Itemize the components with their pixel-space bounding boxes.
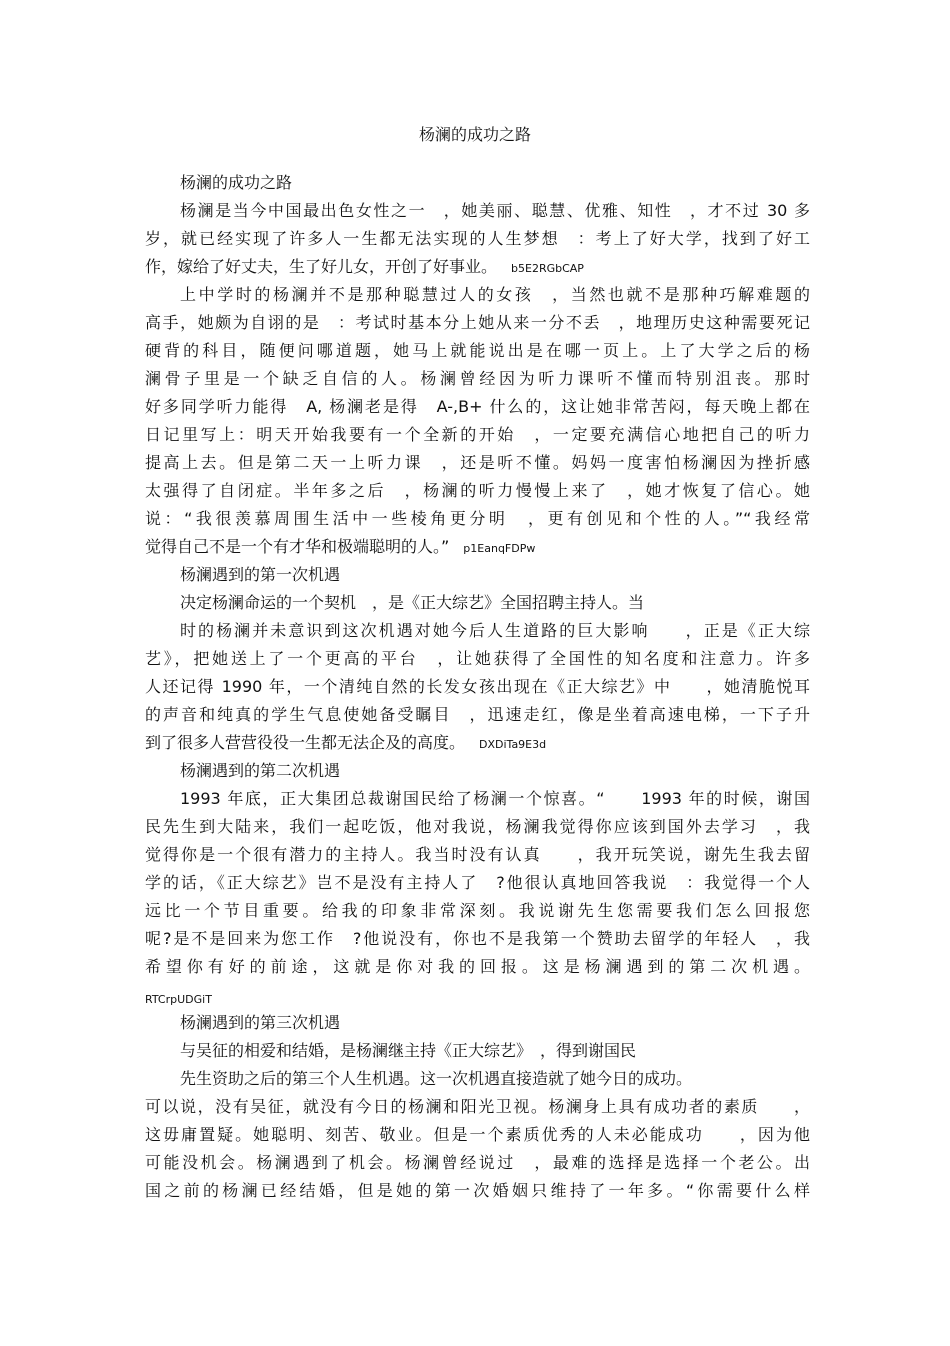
line-text: 呢?是不是回来为您工作 ?他说没有，你也不是我第一个赞助去留学的年轻人 ，我 bbox=[145, 929, 810, 948]
line-text: 可以说，没有吴征，就没有今日的杨澜和阳光卫视。杨澜身上具有成功者的素质 ， bbox=[145, 1097, 810, 1116]
line-text: 与吴征的相爱和结婚，是杨澜继主持《正大综艺》 ，得到谢国民 bbox=[180, 1041, 637, 1060]
line-text: 太强得了自闭症。半年多之后 ，杨澜的听力慢慢上来了 ，她才恢复了信心。她 bbox=[145, 481, 810, 500]
paragraph-line bbox=[145, 1180, 810, 1202]
line-text: 杨澜遇到的第三次机遇 bbox=[180, 1013, 341, 1032]
line-text: 作，嫁给了好丈夫，生了好儿女，开创了好事业。 bbox=[145, 257, 498, 276]
paragraph-line bbox=[145, 956, 810, 978]
line-text: 1993 年底，正大集团总裁谢国民给了杨澜一个惊喜。“ 1993 年的时候，谢国 bbox=[180, 789, 810, 808]
line-text: 的声音和纯真的学生气息使她备受瞩目 ，迅速走红，像是坐着高速电梯，一下子升 bbox=[145, 705, 810, 724]
paragraph-line bbox=[145, 816, 810, 838]
paragraph-line bbox=[145, 1124, 810, 1146]
paragraph-line bbox=[145, 508, 810, 530]
line-text: 民先生到大陆来，我们一起吃饭，他对我说，杨澜我觉得你应该到国外去学习 ，我 bbox=[145, 817, 810, 836]
paragraph-line bbox=[145, 1096, 810, 1118]
line-text: 到了很多人营营役役一生都无法企及的高度。 bbox=[145, 733, 466, 752]
paragraph-line bbox=[145, 396, 810, 418]
paragraph-line bbox=[145, 844, 810, 866]
paragraph-line bbox=[145, 452, 810, 474]
line-text: 杨澜遇到的第二次机遇 bbox=[180, 761, 341, 780]
line-text: 艺》，把她送上了一个更高的平台 ，让她获得了全国性的知名度和注意力。许多 bbox=[145, 649, 810, 668]
reference-code: RTCrpUDGiT bbox=[145, 993, 212, 1006]
line-text: 澜骨子里是一个缺乏自信的人。杨澜曾经因为听力课听不懂而特别沮丧。那时 bbox=[145, 369, 810, 388]
line-text: 先生资助之后的第三个人生机遇。这一次机遇直接造就了她今日的成功。 bbox=[180, 1069, 693, 1088]
paragraph-line bbox=[180, 788, 810, 810]
paragraph-line bbox=[145, 368, 810, 390]
line-text: 决定杨澜命运的一个契机 ，是《正大综艺》全国招聘主持人。当 bbox=[180, 593, 645, 612]
paragraph-line bbox=[145, 340, 810, 362]
paragraph-line bbox=[145, 424, 810, 446]
paragraph-line bbox=[145, 872, 810, 894]
section-heading bbox=[180, 172, 810, 194]
paragraph-line bbox=[145, 228, 810, 250]
line-text: 学的话，《正大综艺》岂不是没有主持人了 ?他很认真地回答我说 ：我觉得一个人 bbox=[145, 873, 810, 892]
line-text: 高手，她颇为自诩的是 ：考试时基本分上她从来一分不丢 ，地理历史这种需要死记 bbox=[145, 313, 810, 332]
line-text: 上中学时的杨澜并不是那种聪慧过人的女孩 ，当然也就不是那种巧解难题的 bbox=[180, 285, 810, 304]
line-text: 远比一个节目重要。给我的印象非常深刻。我说谢先生您需要我们怎么回报您 bbox=[145, 901, 810, 920]
section-heading bbox=[180, 1040, 810, 1062]
paragraph-line bbox=[180, 620, 810, 642]
line-text: 希望你有好的前途，这就是你对我的回报。这是杨澜遇到的第二次机遇。 bbox=[145, 957, 810, 976]
line-text: 这毋庸置疑。她聪明、刻苦、敬业。但是一个素质优秀的人未必能成功 ，因为他 bbox=[145, 1125, 810, 1144]
paragraph-line bbox=[145, 480, 810, 502]
section-heading bbox=[180, 592, 810, 614]
line-text: 人还记得 1990 年，一个清纯自然的长发女孩出现在《正大综艺》中 ，她清脆悦耳 bbox=[145, 677, 810, 696]
line-text: 觉得你是一个很有潜力的主持人。我当时没有认真 ，我开玩笑说，谢先生我去留 bbox=[145, 845, 810, 864]
paragraph-line bbox=[145, 900, 810, 922]
paragraph-line bbox=[145, 704, 810, 726]
line-text: 时的杨澜并未意识到这次机遇对她今后人生道路的巨大影响 ，正是《正大综 bbox=[180, 621, 810, 640]
line-text: 杨澜遇到的第一次机遇 bbox=[180, 565, 341, 584]
reference-code: b5E2RGbCAP bbox=[511, 262, 584, 275]
paragraph-line bbox=[145, 676, 810, 698]
reference-code: p1EanqFDPw bbox=[463, 542, 536, 555]
section-heading bbox=[180, 1012, 810, 1034]
section-heading bbox=[180, 1068, 810, 1090]
document-title: 杨澜的成功之路 bbox=[418, 125, 531, 144]
line-text: 觉得自己不是一个有才华和极端聪明的人。” bbox=[145, 537, 450, 556]
line-text: 杨澜是当今中国最出色女性之一 ，她美丽、聪慧、优雅、知性 ，才不过 30 多 bbox=[180, 201, 810, 220]
line-text: 硬背的科目，随便问哪道题，她马上就能说出是在哪一页上。上了大学之后的杨 bbox=[145, 341, 810, 360]
paragraph-line bbox=[145, 1152, 810, 1174]
line-text: 岁，就已经实现了许多人一生都无法实现的人生梦想 ：考上了好大学，找到了好工 bbox=[145, 229, 810, 248]
paragraph-line bbox=[145, 928, 810, 950]
line-text: 可能没机会。杨澜遇到了机会。杨澜曾经说过 ，最难的选择是选择一个老公。出 bbox=[145, 1153, 810, 1172]
paragraph-line bbox=[145, 732, 810, 756]
paragraph-line bbox=[180, 200, 810, 222]
paragraph-line bbox=[145, 312, 810, 334]
paragraph-line bbox=[180, 284, 810, 306]
paragraph-line bbox=[145, 256, 810, 280]
section-heading bbox=[180, 760, 810, 782]
paragraph-line bbox=[145, 536, 810, 560]
line-text: 提高上去。但是第二天一上听力课 ，还是听不懂。妈妈一度害怕杨澜因为挫折感 bbox=[145, 453, 810, 472]
line-text: 国之前的杨澜已经结婚，但是她的第一次婚姻只维持了一年多。“你需要什么样 bbox=[145, 1181, 810, 1200]
line-text: 杨澜的成功之路 bbox=[180, 173, 293, 192]
line-text: 说：“我很羡慕周围生活中一些棱角更分明 ，更有创见和个性的人。”“我经常 bbox=[145, 509, 810, 528]
paragraph-line bbox=[145, 648, 810, 670]
line-text: 日记里写上：明天开始我要有一个全新的开始 ，一定要充满信心地把自己的听力 bbox=[145, 425, 810, 444]
section-heading bbox=[180, 564, 810, 586]
line-text: 好多同学听力能得 A, 杨澜老是得 A-,B+ 什么的，这让她非常苦闷，每天晚上都在 bbox=[145, 397, 810, 416]
reference-code: DXDiTa9E3d bbox=[479, 738, 547, 751]
